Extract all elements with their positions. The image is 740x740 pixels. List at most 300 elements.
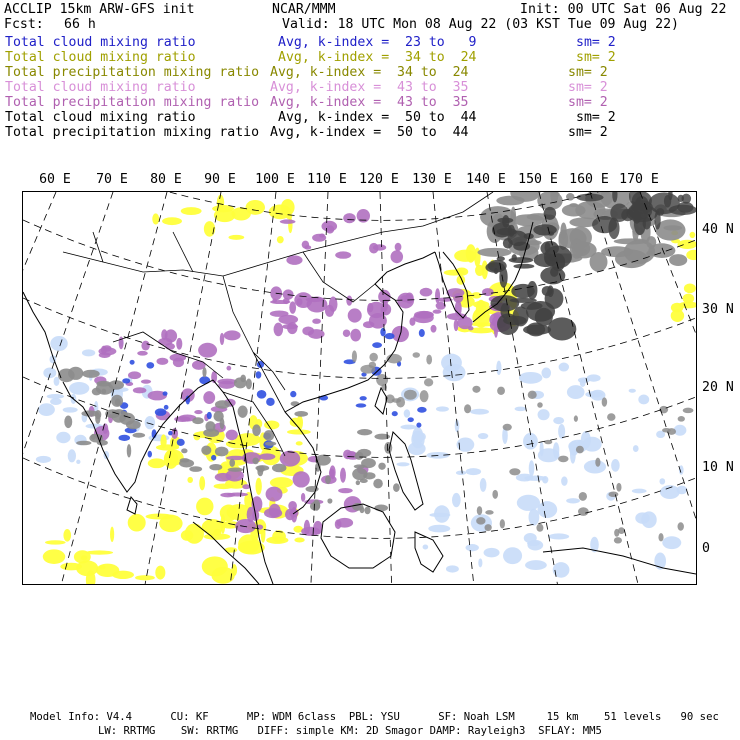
convective-core <box>616 483 621 492</box>
low-cloud-patch <box>524 475 546 480</box>
upper-cloud-patch <box>269 504 281 518</box>
cloud-filament <box>257 390 267 399</box>
latitude-label: 10 N <box>702 460 734 475</box>
legend-level-range: Avg, k-index = 34 to 24 <box>270 65 469 80</box>
convective-core <box>361 458 376 468</box>
convective-core <box>472 386 480 393</box>
latitude-label: 30 N <box>702 302 734 317</box>
convective-core <box>252 457 259 464</box>
low-cloud-patch <box>47 394 65 399</box>
convective-core <box>64 416 72 429</box>
mid-cloud-patch <box>296 441 303 445</box>
longitude-label: 120 E <box>359 172 399 187</box>
convective-core <box>509 468 520 475</box>
legend-level-range: Avg, k-index = 43 to 35 <box>270 80 469 95</box>
mid-cloud-patch <box>196 498 213 516</box>
mid-cloud-patch <box>181 207 202 215</box>
low-cloud-patch <box>660 485 680 499</box>
low-cloud-patch <box>478 433 488 439</box>
mid-cloud-patch <box>45 540 66 544</box>
legend-smoothing: sm= 2 <box>568 95 608 110</box>
cloud-filament <box>163 391 168 395</box>
low-cloud-patch <box>404 409 410 418</box>
latitude-label: 0 <box>702 541 710 556</box>
upper-cloud-patch <box>235 519 256 533</box>
cloud-fields <box>36 192 696 584</box>
longitude-label: 170 E <box>619 172 659 187</box>
low-cloud-patch <box>82 349 95 356</box>
model-info-line1: Model Info: V4.4 CU: KF MP: WDM 6class PBL: YSU SF: Noah LSM 15 km 51 levels 90 sec <box>30 711 719 723</box>
coastline-arabia <box>23 292 61 378</box>
legend-field: Total precipitation mixing ratio <box>5 95 260 110</box>
convective-core <box>68 367 83 380</box>
upper-cloud-patch <box>304 245 311 249</box>
upper-cloud-patch <box>227 492 248 496</box>
valid-time: Valid: 18 UTC Mon 08 Aug 22 (03 KST Tue 09 Aug 22) <box>282 17 679 32</box>
cloud-filament <box>417 407 427 413</box>
convective-core <box>485 510 493 515</box>
convective-core <box>356 480 360 485</box>
low-cloud-patch <box>548 533 569 539</box>
convective-core <box>413 352 420 358</box>
mid-cloud-patch <box>297 415 303 430</box>
low-cloud-patch <box>677 486 688 495</box>
low-cloud-patch <box>559 363 569 372</box>
upper-cloud-patch <box>395 243 402 252</box>
mid-cloud-patch <box>156 444 179 450</box>
mid-cloud-patch <box>155 566 165 580</box>
mid-cloud-patch <box>194 433 201 440</box>
upper-cloud-patch <box>220 333 224 345</box>
convective-core <box>202 367 206 377</box>
upper-cloud-patch <box>329 468 335 477</box>
low-cloud-patch <box>566 498 580 503</box>
longitude-label: 80 E <box>150 172 182 187</box>
mid-latitude-cloud-mass <box>646 236 656 248</box>
low-cloud-patch <box>470 409 489 415</box>
mid-cloud-patch <box>204 533 231 540</box>
coastline-borneo <box>321 504 395 568</box>
longitude-line <box>23 192 56 584</box>
cloud-filament <box>392 411 398 416</box>
legend-smoothing: sm= 2 <box>568 125 608 140</box>
convective-core <box>396 397 405 408</box>
convective-core <box>291 401 300 406</box>
convective-core <box>92 388 102 396</box>
cloud-filament <box>266 398 275 406</box>
cloud-filament <box>385 333 395 339</box>
low-cloud-patch <box>519 372 542 384</box>
upper-cloud-patch <box>312 319 321 324</box>
convective-core <box>192 417 203 424</box>
legend-smoothing: sm= 2 <box>576 50 616 65</box>
mid-latitude-cloud-mass <box>477 248 511 257</box>
convective-core <box>246 379 252 390</box>
mid-cloud-patch <box>473 301 489 308</box>
convective-core <box>608 492 618 497</box>
mid-latitude-cloud-mass <box>513 264 534 269</box>
mid-latitude-cloud-mass <box>492 223 512 238</box>
convective-core <box>576 446 584 454</box>
upper-cloud-patch <box>198 343 217 358</box>
cloud-filament <box>211 455 216 461</box>
upper-cloud-patch <box>468 326 474 330</box>
low-cloud-patch <box>456 471 466 475</box>
low-cloud-patch <box>541 368 551 379</box>
latitude-label: 40 N <box>702 222 734 237</box>
low-cloud-patch <box>400 425 416 430</box>
convective-core <box>376 374 388 386</box>
longitude-label: 150 E <box>518 172 558 187</box>
mid-cloud-patch <box>671 309 684 322</box>
mid-latitude-cloud-mass <box>502 215 509 228</box>
upper-cloud-patch <box>242 484 250 489</box>
mid-latitude-cloud-mass <box>545 288 564 309</box>
convective-core <box>215 447 229 457</box>
upper-cloud-patch <box>280 219 296 223</box>
convective-core <box>272 464 286 473</box>
upper-cloud-patch <box>296 298 302 305</box>
low-cloud-patch <box>69 382 89 395</box>
longitude-label: 130 E <box>412 172 452 187</box>
convective-core <box>602 397 607 406</box>
low-cloud-patch <box>638 395 649 405</box>
low-cloud-patch <box>629 389 636 393</box>
convective-core <box>464 404 471 413</box>
mid-cloud-patch <box>286 213 292 219</box>
convective-core <box>614 537 622 543</box>
upper-cloud-patch <box>293 471 310 487</box>
mid-cloud-patch <box>185 524 204 544</box>
low-cloud-patch <box>523 433 538 450</box>
low-cloud-patch <box>436 406 449 411</box>
mid-latitude-cloud-mass <box>494 268 498 274</box>
longitude-label: 110 E <box>307 172 347 187</box>
low-cloud-patch <box>581 431 591 448</box>
convective-core <box>76 441 91 446</box>
low-cloud-patch <box>527 541 540 546</box>
low-cloud-patch <box>633 445 639 452</box>
cloud-filament <box>168 431 173 436</box>
low-cloud-patch <box>466 544 479 551</box>
upper-cloud-patch <box>400 295 413 302</box>
longitude-label: 70 E <box>96 172 128 187</box>
convective-core <box>82 370 100 378</box>
legend-smoothing: sm= 2 <box>568 65 608 80</box>
legend-level-range: Avg, k-index = 50 to 44 <box>278 110 477 125</box>
upper-cloud-patch <box>343 213 356 223</box>
convective-core <box>205 421 215 432</box>
mid-cloud-patch <box>43 549 65 564</box>
mid-latitude-cloud-mass <box>669 205 696 215</box>
legend-field: Total cloud mixing ratio <box>5 50 196 65</box>
upper-cloud-patch <box>482 288 494 296</box>
low-cloud-patch <box>525 560 547 570</box>
upper-cloud-patch <box>435 288 440 303</box>
convective-core <box>477 506 482 515</box>
coastline-sri-lanka <box>127 497 137 514</box>
low-cloud-patch <box>145 416 155 429</box>
low-cloud-patch <box>452 493 461 507</box>
cloud-filament <box>416 423 421 428</box>
low-cloud-patch <box>396 462 409 466</box>
convective-core <box>189 466 202 472</box>
convective-core <box>325 475 331 484</box>
cloud-filament <box>148 451 152 458</box>
convective-core <box>420 390 429 402</box>
cloud-filament <box>164 405 169 410</box>
legend-smoothing: sm= 2 <box>568 80 608 95</box>
low-cloud-patch <box>503 547 522 564</box>
cloud-filament <box>380 328 385 336</box>
upper-cloud-patch <box>301 493 305 502</box>
low-cloud-patch <box>580 379 586 387</box>
mid-latitude-cloud-mass <box>669 254 687 266</box>
convective-core <box>374 434 390 440</box>
convective-core <box>544 440 552 444</box>
convective-core <box>357 449 371 457</box>
convective-core <box>133 433 146 438</box>
convective-core <box>558 456 568 463</box>
upper-cloud-patch <box>418 311 433 318</box>
upper-cloud-patch <box>348 308 362 322</box>
low-cloud-patch <box>428 525 450 533</box>
low-cloud-patch <box>538 409 550 420</box>
convective-core <box>360 365 375 374</box>
low-cloud-patch <box>561 476 567 485</box>
convective-core <box>492 490 498 499</box>
legend-field: Total cloud mixing ratio <box>5 110 196 125</box>
convective-core <box>658 533 663 541</box>
cloud-filament <box>356 403 367 407</box>
upper-cloud-patch <box>141 380 151 384</box>
convective-core <box>618 527 625 534</box>
mid-cloud-patch <box>199 476 205 490</box>
low-cloud-patch <box>553 562 570 578</box>
model-info-line2: LW: RRTMG SW: RRTMG DIFF: simple KM: 2D Smagor DAMP: Rayleigh3 SFLAY: MM5 <box>98 725 602 737</box>
convective-core <box>678 416 685 422</box>
upper-cloud-patch <box>98 347 116 355</box>
convective-core <box>595 458 600 467</box>
convective-core <box>229 459 235 467</box>
low-cloud-patch <box>570 446 576 464</box>
fcst-value: 66 h <box>64 17 96 32</box>
cloud-filament <box>207 412 212 419</box>
convective-core <box>252 424 261 436</box>
convective-core <box>201 445 211 454</box>
mid-cloud-patch <box>81 555 88 560</box>
mid-latitude-cloud-mass <box>592 216 617 233</box>
legend-smoothing: sm= 2 <box>576 110 616 125</box>
mid-latitude-cloud-mass <box>540 267 565 285</box>
low-cloud-patch <box>632 489 647 494</box>
upper-cloud-patch <box>391 250 404 263</box>
low-cloud-patch <box>446 565 459 572</box>
convective-core <box>500 519 505 528</box>
low-cloud-patch <box>50 336 67 351</box>
convective-core <box>215 400 230 408</box>
upper-cloud-patch <box>203 391 215 404</box>
mid-cloud-patch <box>202 556 228 576</box>
map-canvas <box>23 192 696 584</box>
legend-level-range: Avg, k-index = 50 to 44 <box>270 125 469 140</box>
init-time: Init: 00 UTC Sat 06 Aug 22 <box>520 2 727 17</box>
upper-cloud-patch <box>306 297 324 302</box>
mid-cloud-patch <box>187 477 193 483</box>
upper-cloud-patch <box>141 341 149 351</box>
convective-core <box>115 399 121 406</box>
convective-core <box>574 415 578 421</box>
longitude-label: 60 E <box>39 172 71 187</box>
mid-cloud-patch <box>277 236 284 243</box>
low-cloud-patch <box>478 558 482 567</box>
convective-core <box>228 467 244 471</box>
longitude-label: 160 E <box>569 172 609 187</box>
low-cloud-patch <box>38 403 55 416</box>
upper-cloud-patch <box>137 351 148 356</box>
mid-cloud-patch <box>162 217 182 225</box>
low-cloud-patch <box>553 417 564 424</box>
mid-cloud-patch <box>287 429 311 434</box>
longitude-label: 140 E <box>466 172 506 187</box>
convective-core <box>485 524 492 531</box>
mid-latitude-cloud-mass <box>548 231 555 235</box>
convective-core <box>378 463 385 470</box>
cloud-filament <box>130 360 135 365</box>
convective-core <box>579 492 587 501</box>
low-cloud-patch <box>56 432 70 443</box>
upper-cloud-patch <box>338 488 353 493</box>
upper-cloud-patch <box>381 304 392 316</box>
convective-core <box>181 448 187 453</box>
mid-cloud-patch <box>63 529 71 542</box>
convective-core <box>220 418 225 430</box>
low-cloud-patch <box>480 478 487 492</box>
mid-cloud-patch <box>294 538 304 543</box>
low-cloud-patch <box>515 407 527 411</box>
legend-level-range: Avg, k-index = 43 to 35 <box>270 95 469 110</box>
convective-core <box>101 389 106 394</box>
cloud-filament <box>155 408 167 416</box>
coastline-taiwan <box>375 388 387 414</box>
low-cloud-patch <box>423 545 429 550</box>
mid-cloud-patch <box>159 515 182 532</box>
mid-latitude-cloud-mass <box>628 203 652 219</box>
low-cloud-patch <box>434 505 450 523</box>
mid-cloud-patch <box>128 514 146 532</box>
upper-cloud-patch <box>286 255 302 265</box>
mid-cloud-patch <box>272 530 286 542</box>
convective-core <box>127 444 132 457</box>
convective-core <box>503 424 512 431</box>
low-cloud-patch <box>659 478 665 484</box>
upper-cloud-patch <box>176 338 182 350</box>
cloud-filament <box>118 435 130 441</box>
upper-cloud-patch <box>373 244 386 250</box>
upper-cloud-patch <box>363 321 374 328</box>
cloud-filament <box>177 439 185 446</box>
convective-core <box>393 483 400 492</box>
mid-latitude-cloud-mass <box>663 225 682 230</box>
low-cloud-patch <box>584 460 606 473</box>
upper-cloud-patch <box>226 456 245 460</box>
mid-cloud-patch <box>135 575 155 580</box>
legend-field: Total precipitation mixing ratio <box>5 125 260 140</box>
mid-cloud-patch <box>466 244 476 263</box>
low-cloud-patch <box>662 536 681 549</box>
low-cloud-patch <box>50 398 62 405</box>
model-title: ACCLIP 15km ARW-GFS init <box>4 2 195 17</box>
convective-core <box>265 441 276 445</box>
low-cloud-patch <box>68 449 76 462</box>
mid-cloud-patch <box>246 200 265 215</box>
mid-cloud-patch <box>686 250 696 260</box>
low-cloud-patch <box>54 377 60 386</box>
convective-core <box>234 377 247 388</box>
convective-core <box>97 440 108 446</box>
low-cloud-patch <box>36 456 51 463</box>
mid-latitude-cloud-mass <box>510 298 537 303</box>
mid-latitude-cloud-mass <box>562 204 586 216</box>
cloud-filament <box>408 417 414 422</box>
upper-cloud-patch <box>357 209 370 223</box>
legend-field: Total cloud mixing ratio <box>5 80 196 95</box>
upper-cloud-patch <box>274 323 284 337</box>
low-cloud-patch <box>529 460 535 476</box>
convective-core <box>528 391 537 399</box>
mid-latitude-cloud-mass <box>513 214 545 226</box>
legend-level-range: Avg, k-index = 34 to 24 <box>278 50 477 65</box>
low-cloud-patch <box>484 548 500 558</box>
convective-core <box>294 411 308 417</box>
mid-cloud-patch <box>690 232 696 238</box>
convective-core <box>497 387 505 395</box>
mid-cloud-patch <box>683 294 695 304</box>
upper-cloud-patch <box>312 234 326 242</box>
cloud-filament <box>290 391 296 397</box>
convective-core <box>180 458 190 462</box>
mid-latitude-cloud-mass <box>513 306 529 326</box>
longitude-label: 100 E <box>255 172 295 187</box>
upper-cloud-patch <box>343 329 350 337</box>
upper-cloud-patch <box>431 325 437 333</box>
convective-core <box>91 434 96 440</box>
convective-core <box>374 505 388 512</box>
cloud-filament <box>256 371 262 378</box>
upper-cloud-patch <box>266 487 283 502</box>
upper-cloud-patch <box>218 381 235 389</box>
upper-cloud-patch <box>433 310 442 314</box>
convective-core <box>426 355 432 365</box>
cloud-filament <box>360 396 367 400</box>
upper-cloud-patch <box>350 329 361 342</box>
convective-core <box>476 517 485 524</box>
mid-cloud-patch <box>457 275 466 285</box>
upper-cloud-patch <box>270 310 289 316</box>
mid-cloud-patch <box>684 283 696 293</box>
convective-core <box>238 405 248 417</box>
upper-cloud-patch <box>128 371 141 379</box>
low-cloud-patch <box>641 511 656 528</box>
mid-cloud-patch <box>96 564 119 577</box>
low-cloud-patch <box>63 407 78 413</box>
longitude-label: 90 E <box>204 172 236 187</box>
low-cloud-patch <box>441 354 462 372</box>
mid-latitude-cloud-mass <box>534 253 558 267</box>
upper-cloud-patch <box>170 354 187 362</box>
cloud-filament <box>122 378 130 383</box>
convective-core <box>536 524 543 532</box>
